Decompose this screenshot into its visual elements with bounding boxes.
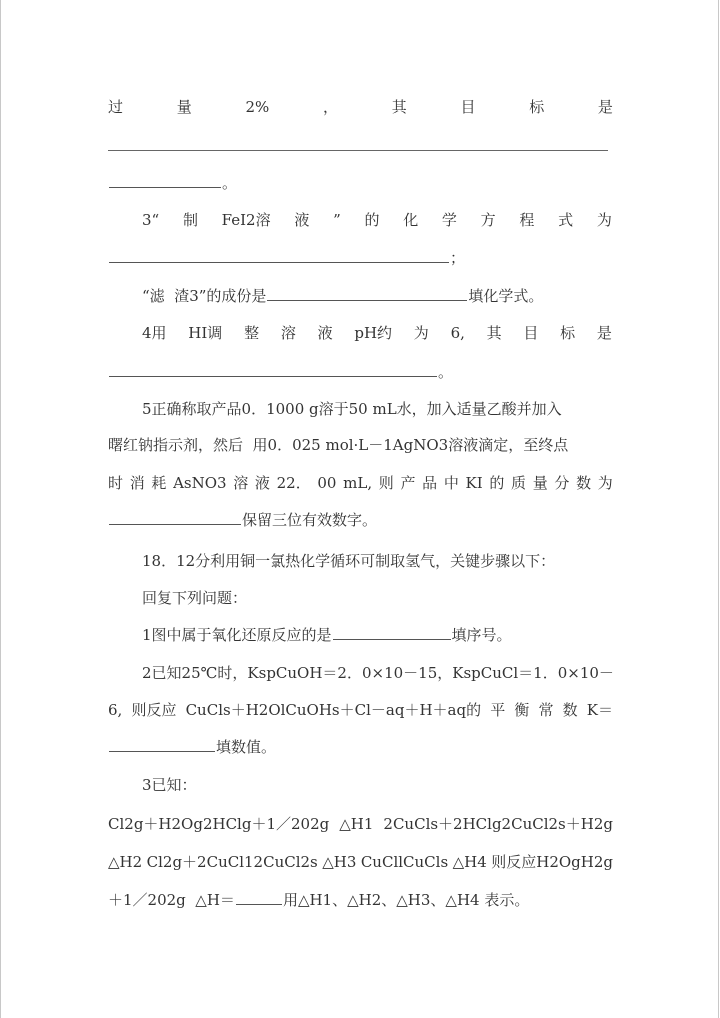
word: 化 [403,211,419,229]
word: 则 [378,474,394,492]
word: 2% [245,98,270,116]
answer-blank[interactable] [109,359,437,377]
equation: △H3 [322,853,357,871]
word: 消 [129,474,145,492]
word: 其 [391,98,407,116]
word: 6, [108,701,123,719]
word: 数 [562,701,578,719]
text: “滤 渣3”的成份是 [142,287,267,305]
word: 00 [317,474,337,492]
q18-part1 [142,622,612,648]
word: 的 [489,474,505,492]
word: 22． [276,474,311,492]
word: mL, [343,474,373,492]
q17-4-line1 [142,320,612,346]
q17-3-line1 [142,207,612,233]
word: 是 [597,98,613,116]
answer-blank-full[interactable] [108,150,608,151]
word: 中 [443,474,459,492]
word: 溶 [280,324,296,342]
word: 则反应 [131,701,177,719]
answer-blank[interactable] [109,734,215,752]
word: 程 [519,211,535,229]
word: 平 [490,701,506,719]
word: 品 [422,474,438,492]
q17-5-line3 [108,470,613,496]
q17-5-line2: 曙红钠指示剂，然后 用0．025 mol·L－1AgNO3溶液滴定，至终点 [108,436,569,454]
q18-part3-line1 [108,811,613,837]
q18-part3-title: 3已知： [142,776,197,794]
word: 液 [294,211,310,229]
equation: 2CuCls＋2HClg2CuCl2s＋H2g [383,815,613,833]
word: CuCls＋H2OlCuOHs＋Cl－aq＋H＋aq的 [185,701,482,719]
word: 整 [244,324,260,342]
word: 学 [441,211,457,229]
equation: Cl2g＋2CuCl12CuCl2s [146,853,318,871]
word: 分 [554,474,570,492]
text: 填序号。 [451,626,512,644]
word: 为 [413,324,429,342]
word: pH约 [354,324,393,342]
word: 数 [576,474,592,492]
punctuation: 。 [438,363,454,381]
text: 填数值。 [216,738,277,756]
word: 目 [460,98,476,116]
word: 4用 [142,324,167,342]
answer-blank[interactable] [109,245,449,263]
word: 液 [254,474,270,492]
word: 式 [558,211,574,229]
word: 目 [523,324,539,342]
word: 的 [364,211,380,229]
word: AsNO3 [173,474,227,492]
q18-part2-line3 [108,734,613,760]
word: 制 [182,211,198,229]
equation: △H4 [452,853,487,871]
word: 质 [511,474,527,492]
word: 量 [532,474,548,492]
q18-intro: 回复下列问题： [142,589,248,607]
q18-part3-line2 [108,849,613,875]
text: 填化学式。 [468,287,544,305]
answer-blank[interactable] [333,622,451,640]
word: ， [322,98,338,116]
q17-3-line3 [142,283,612,309]
word: 液 [317,324,333,342]
q17-line-purpose [108,94,613,120]
text: 用△H1、△H2、△H3、△H4 表示。 [282,891,530,909]
word: 产 [400,474,416,492]
word: 溶 [233,474,249,492]
equation: Cl2g＋H2Og2HClg＋1／202g [108,815,330,833]
q18-part3-line3 [108,887,613,913]
q17-5-line4 [108,507,613,533]
equation: 则反应H2OgH2g [491,853,613,871]
word: 常 [538,701,554,719]
word: 过 [108,98,124,116]
answer-blank[interactable] [236,887,282,905]
punctuation: 。 [222,174,238,192]
answer-blank[interactable] [267,283,467,301]
word: HI调 [188,324,223,342]
page-border-left [0,0,1,1018]
text: 1图中属于氧化还原反应的是 [142,626,332,644]
q18-title: 18．12分利用铜一氯热化学循环可制取氢气，关键步骤以下： [142,552,556,570]
word: 是 [596,324,612,342]
word: FeI2溶 [221,211,271,229]
equation: CuCllCuCls [360,853,449,871]
word: 衡 [514,701,530,719]
q17-line-purpose-end [108,170,613,196]
text: ＋1／202g △H＝ [108,891,235,909]
word: 标 [560,324,576,342]
word: 时 [108,474,124,492]
word: 量 [176,98,192,116]
word: KI [465,474,483,492]
word: ” [333,211,341,229]
q17-3-line2 [108,245,613,271]
q18-part2-line2 [108,697,613,723]
equation: △H2 [108,853,143,871]
text: 保留三位有效数字。 [242,511,378,529]
page-border-right [718,0,719,1018]
word: 6, [450,324,465,342]
word: 为 [596,211,612,229]
word: K＝ [586,701,613,719]
word: 标 [529,98,545,116]
equation: △H1 [339,815,374,833]
word: 方 [480,211,496,229]
word: 为 [597,474,613,492]
word: 3“ [142,211,160,229]
answer-blank[interactable] [109,170,221,188]
answer-blank[interactable] [109,507,241,525]
word: 耗 [151,474,167,492]
q17-4-line2 [108,359,613,385]
word: 其 [486,324,502,342]
q17-5-line1: 5正确称取产品0．1000 g溶于50 mL水，加入适量乙酸并加入 [142,400,562,418]
punctuation: ； [450,249,466,267]
q18-part2-line1: 2已知25℃时，KspCuOH＝2．0×10－15，KspCuCl＝1．0×10－ [142,664,614,682]
